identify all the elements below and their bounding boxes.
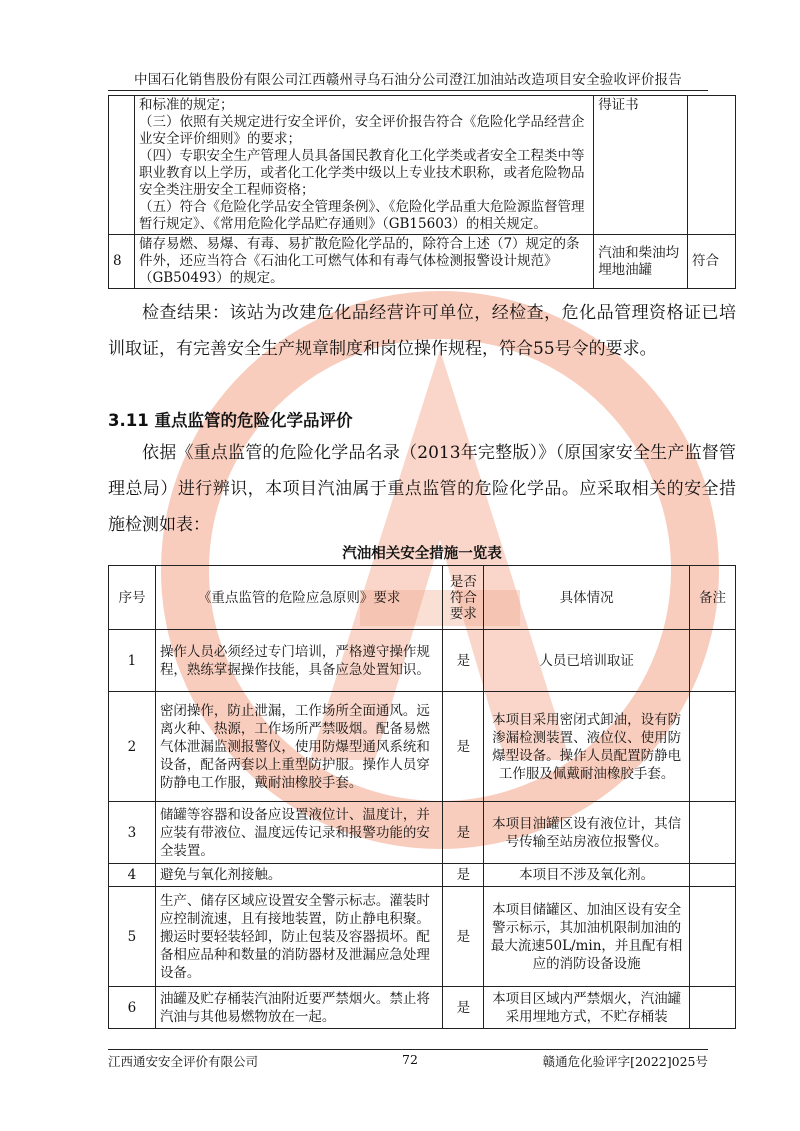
table-row bbox=[109, 235, 736, 289]
requirement-cell bbox=[134, 235, 593, 289]
qualification-table bbox=[108, 95, 736, 289]
check-result-paragraph bbox=[108, 295, 736, 367]
compliant-cell: 是 bbox=[443, 692, 484, 802]
footer-divider bbox=[108, 1049, 708, 1050]
compliant-cell: 是 bbox=[443, 987, 484, 1029]
situation-cell: 本项目储罐区、加油区设有安全警示标示，其加油机限制加油的最大流速50L/min，并且配有相应的消防设备设施 bbox=[484, 887, 690, 987]
situation-cell: 人员已培训取证 bbox=[484, 630, 690, 692]
table-row bbox=[109, 987, 736, 1029]
row-number: 8 bbox=[109, 235, 135, 289]
situation-cell: 本项目油罐区设有液位计，其信号传输至站房液位报警仪。 bbox=[484, 802, 690, 864]
intro-text: 依据《重点监管的危险化学品名录（2013年完整版）》（原国家安全生产监督管理总局）进行辨识，本项目汽油属于重点监管的危险化学品。应采取相关的安全措施检测如表： bbox=[108, 443, 736, 535]
check-result-text: 检查结果：该站为改建危化品经营许可单位，经检查，危化品管理资格证已培训取证，有完善安全生产规章制度和岗位操作规程，符合55号令的要求。 bbox=[108, 303, 736, 359]
page-number: 72 bbox=[402, 1052, 418, 1067]
row-number: 2 bbox=[109, 692, 156, 802]
situation-cell: 本项目采用密闭式卸油，设有防渗漏检测装置、液位仪、使用防爆型设备。操作人员配置防静电工作服及佩戴耐油橡胶手套。 bbox=[484, 692, 690, 802]
principle-cell: 油罐及贮存桶装汽油附近要严禁烟火。禁止将汽油与其他易燃物放在一起。 bbox=[155, 987, 442, 1029]
table-row bbox=[109, 630, 736, 692]
requirement-line: 储存易燃、易爆、有毒、易扩散危险化学品的，除符合上述（7）规定的条件外，还应当符合《石油化工可燃气体和有毒气体检测报警设计规范》（GB50493）的规定。 bbox=[138, 236, 580, 286]
row-number: 1 bbox=[109, 630, 156, 692]
compliant-cell: 是 bbox=[443, 802, 484, 864]
requirement-line: 和标准的规定； bbox=[138, 97, 234, 113]
row-number: 6 bbox=[109, 987, 156, 1029]
footer-company: 江西通安安全评价有限公司 bbox=[108, 1054, 259, 1069]
header-divider bbox=[108, 90, 708, 91]
safety-measures-table bbox=[108, 565, 736, 1029]
requirement-line: （五）符合《危险化学品安全管理条例》、《危险化学品重大危险源监督管理暂行规定》、《常用危险化学品贮存通则》（GB15603）的相关规定。 bbox=[138, 199, 585, 232]
table-row bbox=[109, 692, 736, 802]
table-header-row bbox=[109, 566, 736, 630]
situation-cell: 本项目不涉及氧化剂。 bbox=[484, 864, 690, 887]
compliant-cell: 是 bbox=[443, 864, 484, 887]
footer-reference: 赣通危化验评字[2022]025号 bbox=[542, 1054, 708, 1069]
requirement-line: （四）专职安全生产管理人员具备国民教育化工化学类或者安全工程类中等职业教育以上学历，或者化工化学类中级以上专业技术职称，或者危险物品安全类注册安全工程师资格； bbox=[138, 148, 585, 198]
principle-cell: 密闭操作，防止泄漏，工作场所全面通风。远离火种、热源，工作场所严禁吸烟。配备易燃气体泄漏监测报警仪，使用防爆型通风系统和设备，配备两套以上重型防护服。操作人员穿防静电工作服，戴耐油橡胶手套。 bbox=[155, 692, 442, 802]
table-row bbox=[109, 802, 736, 864]
result-cell bbox=[688, 96, 736, 235]
compliant-cell: 是 bbox=[443, 887, 484, 987]
remark-cell bbox=[690, 864, 736, 887]
requirement-line: （三）依照有关规定进行安全评价，安全评价报告符合《危险化学品经营企业安全评价细则》的要求； bbox=[138, 114, 585, 147]
principle-cell: 储罐等容器和设备应设置液位计、温度计，并应装有带液位、温度远传记录和报警功能的安全装置。 bbox=[155, 802, 442, 864]
remark-cell bbox=[690, 630, 736, 692]
row-number: 3 bbox=[109, 802, 156, 864]
compliant-cell: 是 bbox=[443, 630, 484, 692]
section-heading: 3.11 重点监管的危险化学品评价 bbox=[108, 411, 353, 430]
header-principle: 《重点监管的危险应急原则》要求 bbox=[155, 566, 442, 630]
table-row bbox=[109, 96, 736, 235]
row-number: 4 bbox=[109, 864, 156, 887]
remark-cell bbox=[690, 887, 736, 987]
header-compliant: 是否符合要求 bbox=[443, 566, 484, 630]
row-number bbox=[109, 96, 135, 235]
principle-cell: 生产、储存区域应设置安全警示标志。灌装时应控制流速，且有接地装置，防止静电积聚。搬运时要轻装轻卸，防止包装及容器损坏。配备相应品种和数量的消防器材及泄漏应急处理设备。 bbox=[155, 887, 442, 987]
remark-cell bbox=[690, 802, 736, 864]
result-cell: 符合 bbox=[688, 235, 736, 289]
table-caption: 汽油相关安全措施一览表 bbox=[342, 546, 502, 562]
requirement-cell bbox=[134, 96, 593, 235]
intro-paragraph bbox=[108, 435, 736, 543]
row-number: 5 bbox=[109, 887, 156, 987]
table-row bbox=[109, 887, 736, 987]
header-remark: 备注 bbox=[690, 566, 736, 630]
page-header: 中国石化销售股份有限公司江西赣州寻乌石油分公司澄江加油站改造项目安全验收评价报告 bbox=[134, 72, 682, 88]
remark-cell bbox=[690, 987, 736, 1029]
principle-cell: 避免与氧化剂接触。 bbox=[155, 864, 442, 887]
table-row bbox=[109, 864, 736, 887]
header-no: 序号 bbox=[109, 566, 156, 630]
state-cell: 得证书 bbox=[594, 96, 688, 235]
principle-cell: 操作人员必须经过专门培训，严格遵守操作规程，熟练掌握操作技能，具备应急处置知识。 bbox=[155, 630, 442, 692]
state-cell: 汽油和柴油均埋地油罐 bbox=[594, 235, 688, 289]
header-situation: 具体情况 bbox=[484, 566, 690, 630]
remark-cell bbox=[690, 692, 736, 802]
situation-cell: 本项目区域内严禁烟火，汽油罐采用埋地方式，不贮存桶装 bbox=[484, 987, 690, 1029]
